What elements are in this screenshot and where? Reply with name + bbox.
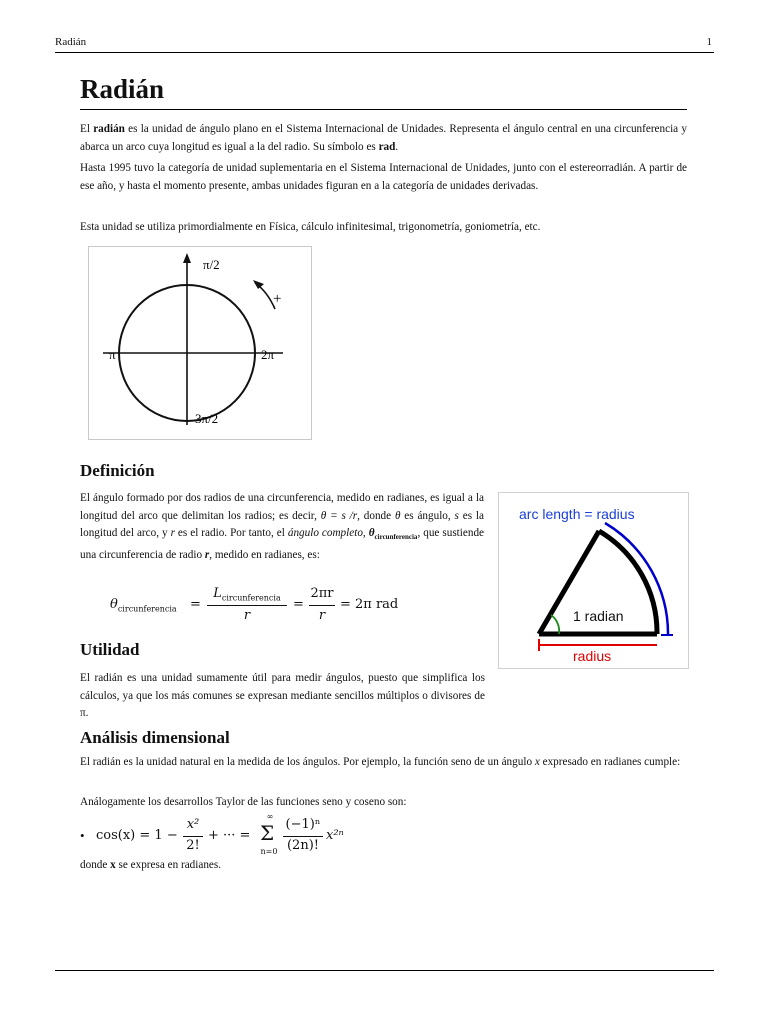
radian-diagram [499, 493, 688, 668]
running-header-title: Radián [55, 36, 87, 48]
arc-length-label: arc length = radius [519, 506, 635, 522]
footer-rule [55, 970, 714, 971]
label-pi-half: π/2 [203, 257, 220, 272]
full-circle-formula: $\theta_{circunferencia}$ = $L_{circunferencia}$ r = 2πr r = 2π rad [110, 586, 399, 623]
label-three-pi-half: 3π/2 [195, 411, 219, 426]
intro-paragraph-2: Hasta 1995 tuvo la categoría de unidad suplementaria en el Sistema Internacional de Unidades, junto con el estereorradián. A partir de ese año, y hasta el momento presente, ambas unidades figuran en a la categoría de unidades derivadas. [80, 162, 687, 192]
section-heading-utilidad: Utilidad [80, 640, 140, 659]
utilidad-paragraph: El radián es una unidad sumamente útil para medir ángulos, puesto que simplifica los cálculos, ya que los más comunes se expresan mediante sencillos múltiplos o divisores de π. [80, 672, 485, 719]
title-rule [80, 109, 687, 110]
one-radian-label: 1 radian [573, 608, 624, 624]
unit-circle-figure [88, 246, 312, 440]
radius-label: radius [573, 648, 612, 664]
label-positive-direction: + [273, 291, 282, 307]
term-radian: radián [93, 123, 125, 135]
page-title: Radián [80, 74, 165, 104]
label-two-pi: 2π [261, 347, 275, 362]
analisis-paragraph-2: Análogamente los desarrollos Taylor de las funciones seno y coseno son: [80, 796, 407, 808]
section-heading-definicion: Definición [80, 461, 155, 480]
intro-paragraph-1: El radián es la unidad de ángulo plano en el Sistema Internacional de Unidades. Representa el ángulo central en una circunferencia y abarca un arco cuya longitud es igual a la del radio. Su símbolo es rad. [80, 123, 687, 153]
cosine-taylor-formula: cos(x) = 1 − x² 2! + ··· = ∞ Σ n=0 (−1)ⁿ (2n)! x²ⁿ [96, 812, 344, 856]
symbol-rad: rad [378, 140, 396, 153]
analisis-paragraph-1: El radián es la unidad natural en la medida de los ángulos. Por ejemplo, la función seno de un ángulo x expresado en radianes cumple: [80, 756, 681, 768]
header-rule [55, 52, 714, 53]
page-number: 1 [706, 36, 712, 48]
definicion-paragraph: El ángulo formado por dos radios de una circunferencia, medido en radianes, es igual a la longitud del arco que delimitan los radios; es decir, θ = s /r, donde θ es ángulo, s es la longitud del arco, y r es el radio. Por tanto, el ángulo completo, $\theta_{circunferencia}$, que sustiende una circunferencia de radio r, medido en radianes, es: [80, 492, 485, 561]
intro-paragraph-3: Esta unidad se utiliza primordialmente en Física, cálculo infinitesimal, trigonometría, goniometría, etc. [80, 221, 541, 233]
label-pi: π [109, 347, 116, 362]
bullet-marker: • [80, 828, 85, 843]
analisis-paragraph-3: donde x se expresa en radianes. [80, 859, 222, 871]
unit-circle-diagram [89, 247, 311, 439]
radian-definition-figure [498, 492, 689, 669]
section-heading-analisis: Análisis dimensional [80, 728, 230, 747]
